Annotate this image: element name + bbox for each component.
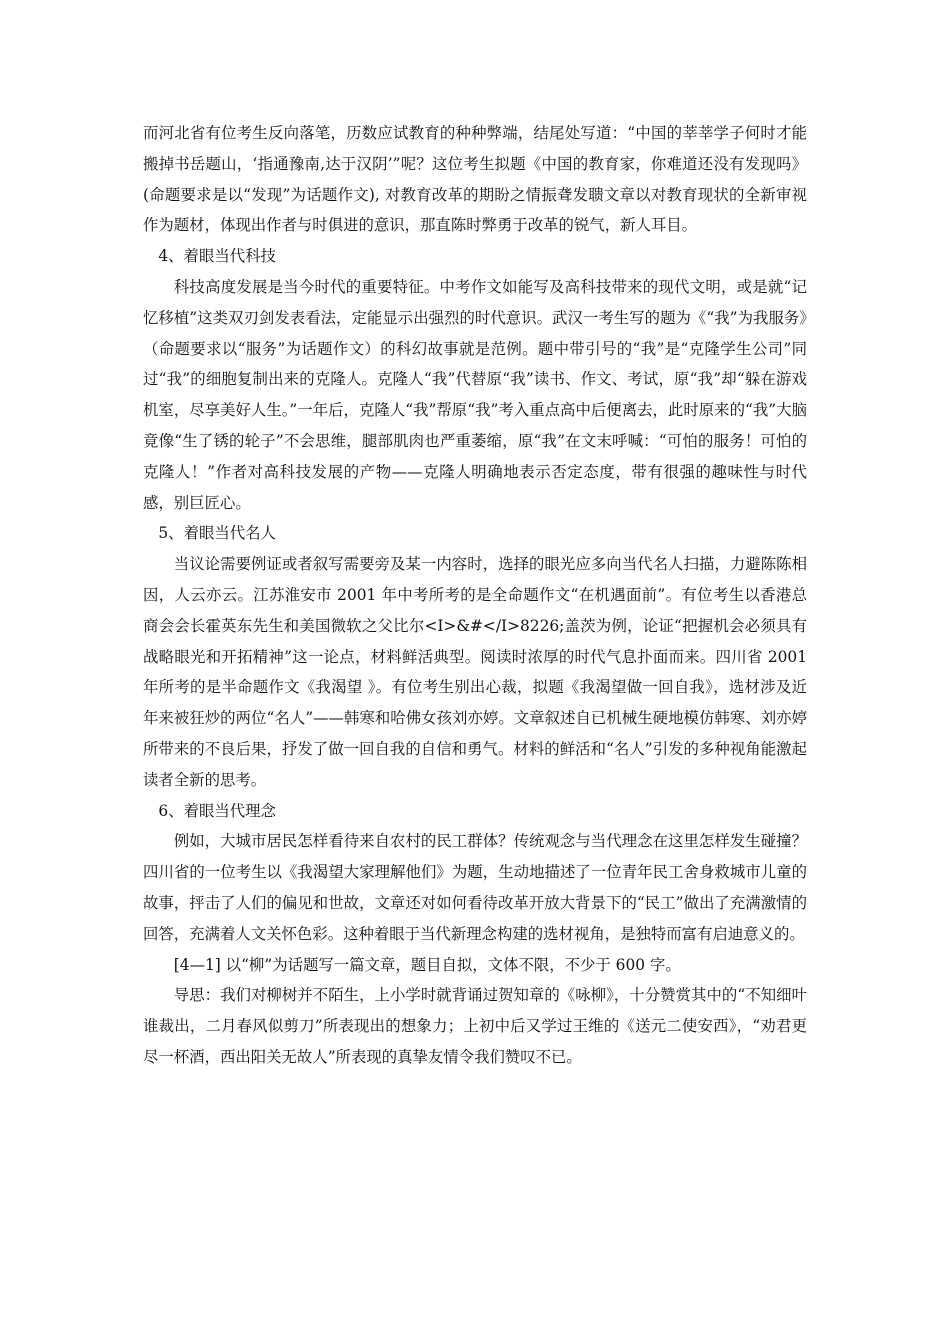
exercise-prompt: [4—1] 以“柳”为话题写一篇文章，题目自拟，文体不限，不少于 600 字。 bbox=[173, 955, 681, 974]
paragraph-technology: 科技高度发展是当今时代的重要特征。中考作文如能写及高科技带来的现代文明，或是就“记忆移植”这类双刃剑发表看法，定能显示出强烈的时代意识。武汉一考生写的题为《“我”为我服务》（命题要求以“服务”为话题作文）的科幻故事就是范例。题中带引号的“我”是“克隆学生公司”同过“我”的细胞复制出来的克隆人。克隆人“我”代替原“我”读书、作文、考试，原“我”却“躲在游戏机室，尽享美好人生。”一年后，克隆人“我”帮原“我”考入重点高中后便离去，此时原来的“我”大脑竟像“生了锈的轮子”不会思维，腿部肌肉也严重萎缩，原“我”在文末呼喊：“可怕的服务！可怕的克隆人！”作者对高科技发展的产物——克隆人明确地表示否定态度，带有很强的趣味性与时代感，别巨匠心。 bbox=[143, 277, 807, 512]
paragraph-celebrities: 当议论需要例证或者叙写需要旁及某一内容时，选择的眼光应多向当代名人扫描，力避陈陈相因，人云亦云。江苏淮安市 2001 年中考所考的是全命题作文“在机遇面前”。有位考生以香港总商会会长霍英东先生和美国微软之父比尔<I>&#</I>8226;盖茨为例，论证“把握机会必须具有战略眼光和开拓精神”这一论点，材料鲜活典型。阅读时浓厚的时代气息扑面而来。四川省 2001 年所考的是半命题作文《我渴望 》。有位考生别出心裁，拟题《我渴望做一回自我》，选材涉及近年来被狂炒的两位“名人”——韩寒和哈佛女孩刘亦婷。文章叙述自已机械生硬地模仿韩寒、刘亦婷所带来的不良后果，抒发了做一回自我的自信和勇气。材料的鲜活和“名人”引发的多种视角能激起读者全新的思考。 bbox=[143, 555, 807, 789]
paragraph-hebei-example: 而河北省有位考生反向落笔，历数应试教育的种种弊端，结尾处写道：“中国的莘莘学子何时才能搬掉书岳题山，‘指通豫南,达于汉阴’”呢？这位考生拟题《中国的教育家，你难道还没有发现吗》(命题要求是以“发现”为话题作文), 对教育改革的期盼之情振聋发聩文章以对教育现状的全新审视作为题材，体现出作者与时俱进的意识，那直陈时弊勇于改革的锐气，新人耳目。 bbox=[143, 124, 807, 235]
section-heading-technology: 4、着眼当代科技 bbox=[158, 247, 276, 266]
paragraph-ideas: 例如，大城市居民怎样看待来自农村的民工群体？传统观念与当代理念在这里怎样发生碰撞？四川省的一位考生以《我渴望大家理解他们》为题，生动地描述了一位青年民工舍身救城市儿童的故事，抨击了人们的偏见和世故，文章还对如何看待改革开放大背景下的“民工”做出了充满激情的回答，充满着人文关怀色彩。这种着眼于当代新理念构建的选材视角，是独特而富有启迪意义的。 bbox=[143, 832, 807, 943]
section-heading-ideas: 6、着眼当代理念 bbox=[158, 801, 276, 820]
guidance-paragraph: 导思：我们对柳树并不陌生，上小学时就背诵过贺知章的《咏柳》，十分赞赏其中的“不知细叶谁裁出，二月春风似剪刀”所表现出的想象力；上初中后又学过王维的《送元二使安西》，“劝君更尽一杯酒，西出阳关无故人”所表现的真挚友情令我们赞叹不已。 bbox=[143, 986, 807, 1066]
section-heading-celebrities: 5、着眼当代名人 bbox=[158, 524, 276, 543]
document-page bbox=[143, 118, 807, 1073]
